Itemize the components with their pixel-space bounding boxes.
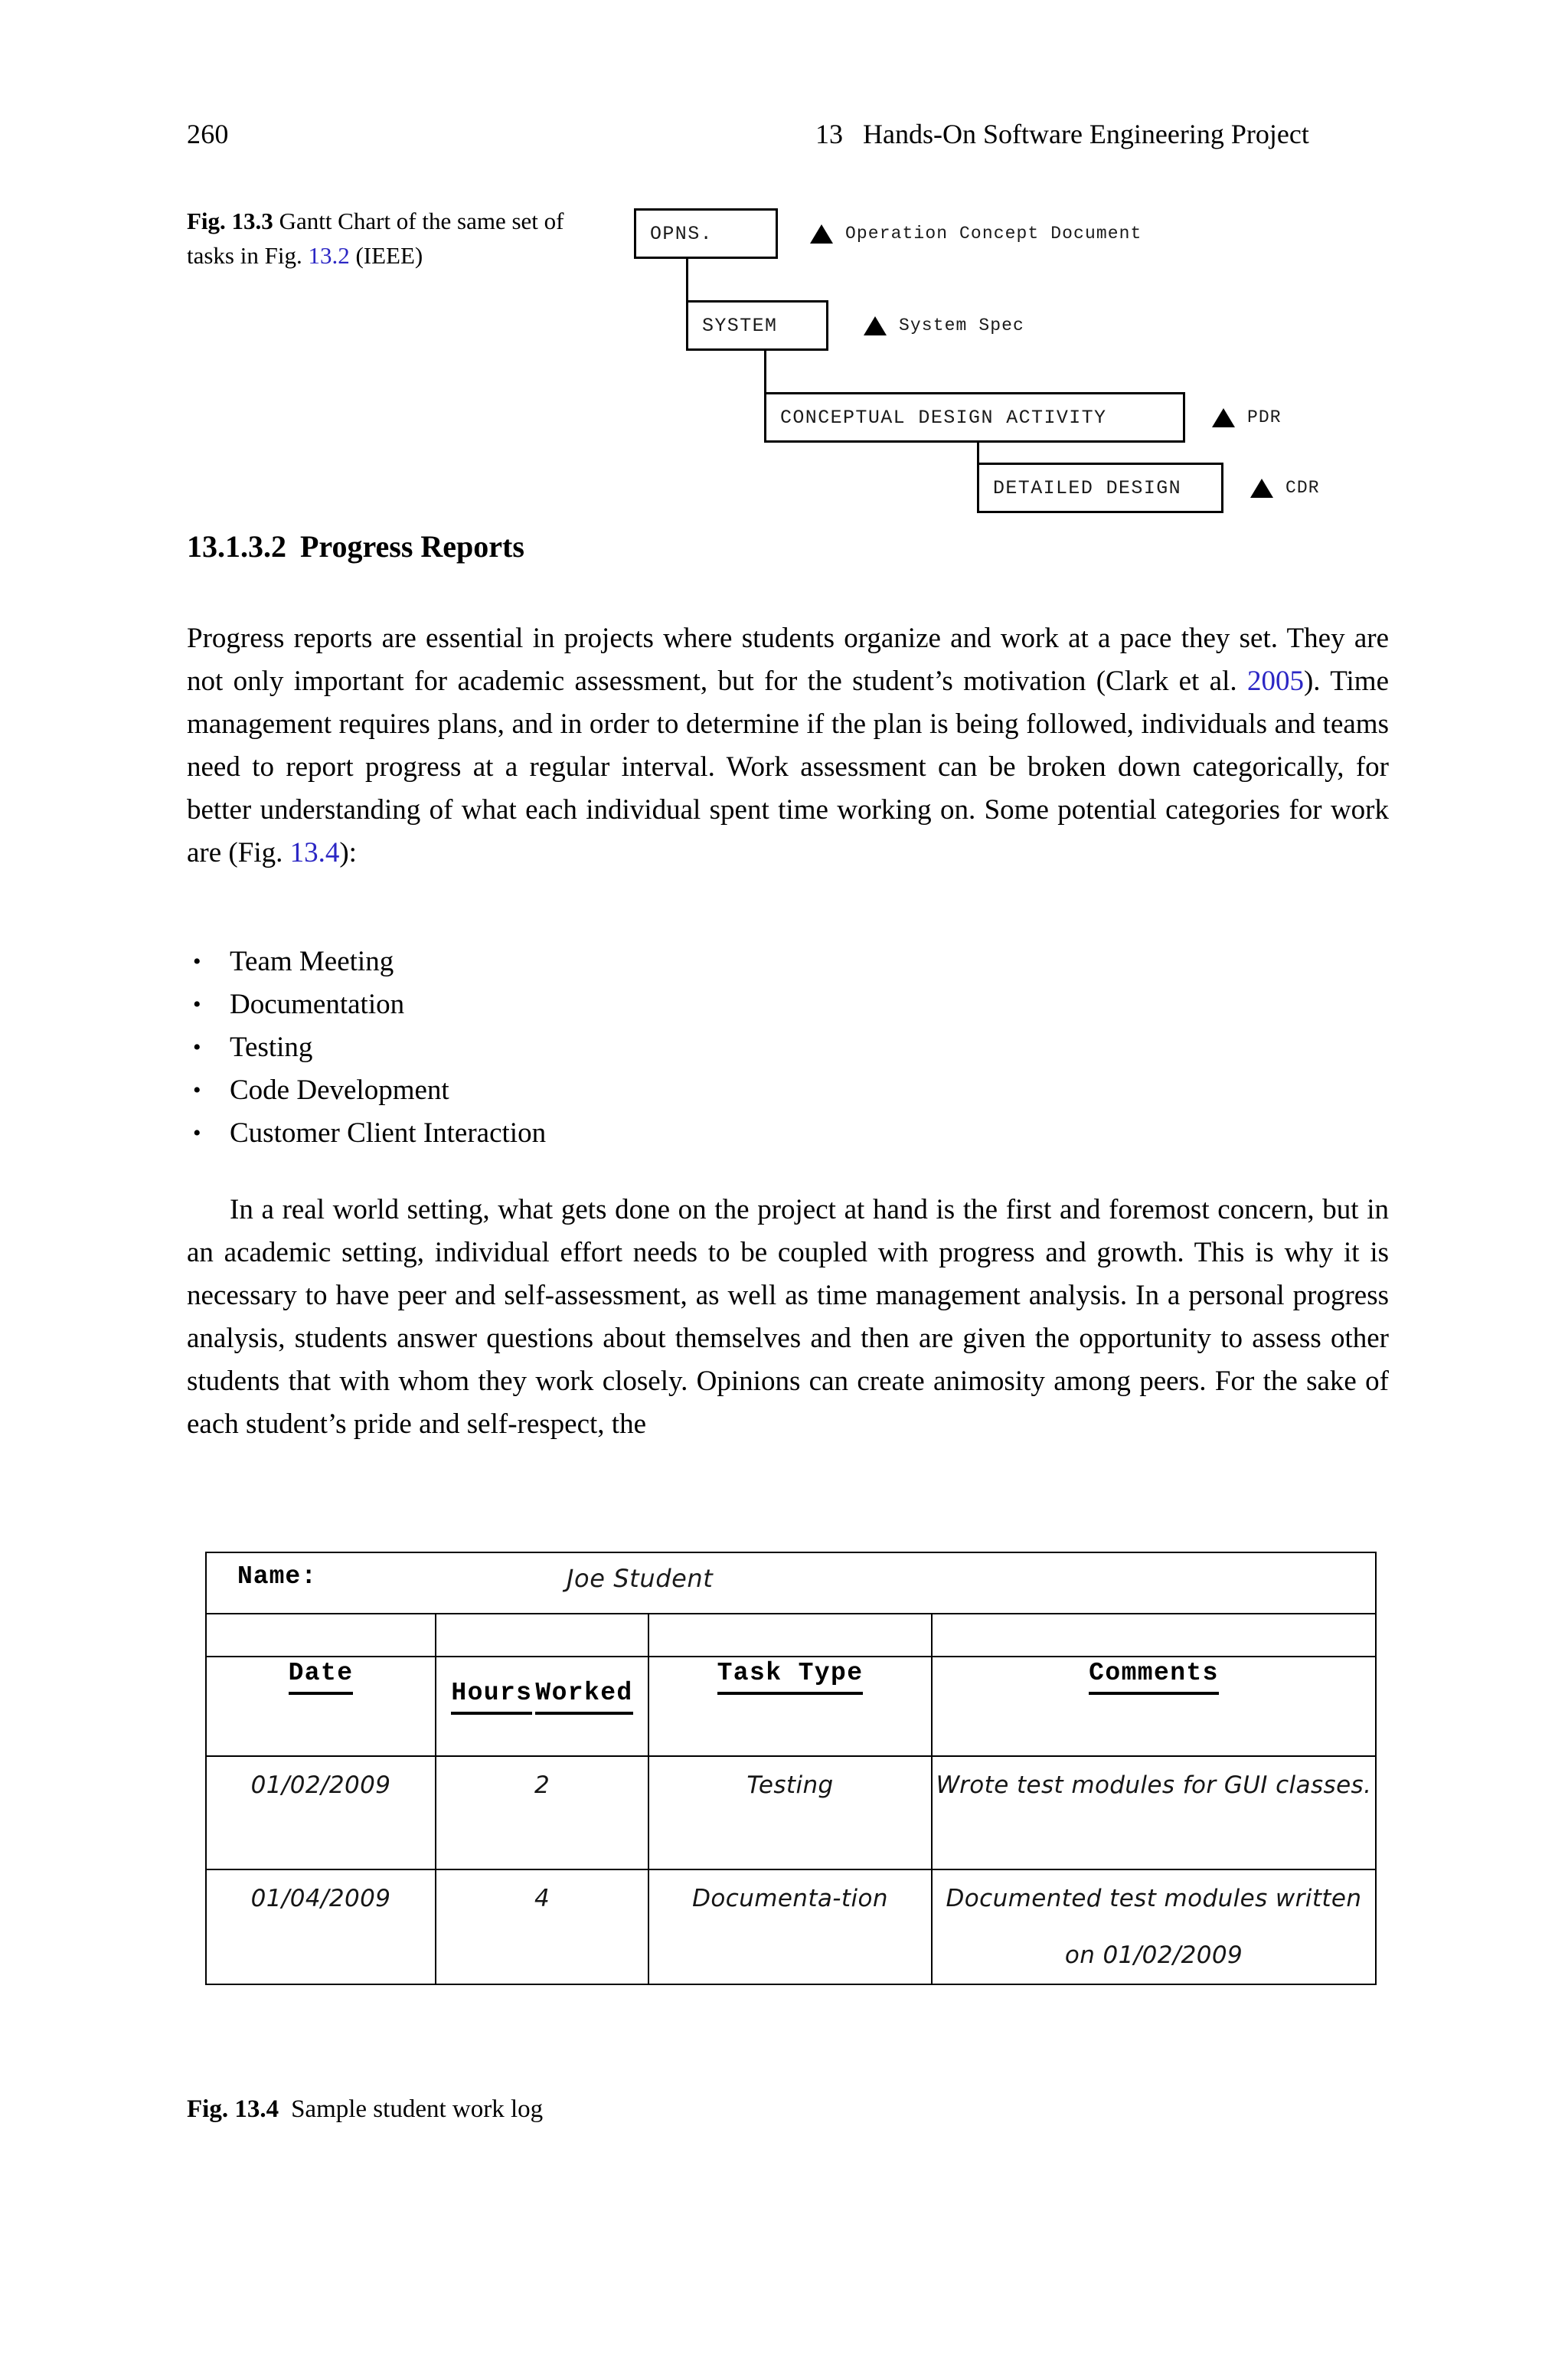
cell-task-type[interactable]: Testing — [648, 1756, 932, 1869]
work-log-name-row — [206, 1552, 1376, 1614]
chapter-title: Hands-On Software Engineering Project — [863, 119, 1309, 149]
paragraph-text-part-1: Progress reports are essential in projects where students organize and work at a pace they set. They are not only important for academic assessment, but for the student’s motivation (Clark et al. — [187, 623, 1389, 697]
gantt-bar-opns[interactable] — [634, 208, 778, 259]
chapter-number: 13 — [815, 119, 843, 149]
name-value[interactable]: Joe Student — [567, 1564, 714, 1593]
list-item — [187, 1112, 876, 1155]
milestone-triangle-icon — [810, 224, 833, 244]
section-number: 13.1.3.2 — [187, 529, 286, 564]
paragraph-text-part-3: ): — [339, 837, 357, 868]
page-number: 260 — [187, 119, 229, 149]
gantt-milestone-operation-concept-document — [810, 208, 1142, 259]
figure-13-3-caption-text-2: (IEEE) — [349, 242, 423, 269]
column-header-comments — [932, 1657, 1376, 1756]
milestone-triangle-icon — [1212, 408, 1235, 427]
spacer-cell — [206, 1614, 436, 1657]
list-item — [187, 1069, 876, 1112]
citation-link-clark-2005[interactable]: 2005 — [1246, 666, 1304, 697]
table-row — [206, 1756, 1376, 1869]
figure-13-3-label: Fig. 13.3 — [187, 208, 273, 234]
figure-13-4-caption-text: Sample student work log — [291, 2095, 544, 2123]
figure-13-4-crossref-link[interactable]: 13.4 — [289, 837, 340, 868]
gantt-milestone-label: Operation Concept Document — [845, 224, 1142, 244]
list-item — [187, 983, 876, 1026]
table-row — [206, 1869, 1376, 1984]
list-item-label: Team Meeting — [230, 946, 394, 977]
gantt-bar-label: CONCEPTUAL DESIGN ACTIVITY — [780, 406, 1107, 429]
gantt-bar-detailed-design[interactable] — [977, 463, 1223, 513]
cell-date[interactable]: 01/02/2009 — [206, 1756, 436, 1869]
paragraph-progress-reports — [187, 617, 1389, 875]
list-item-label: Documentation — [230, 989, 405, 1020]
gantt-milestone-system-spec — [864, 300, 1024, 351]
running-head — [0, 118, 1568, 164]
gantt-chart — [634, 208, 1491, 499]
column-header-hours-worked — [436, 1657, 648, 1756]
gantt-milestone-pdr — [1212, 392, 1282, 443]
figure-13-3-caption-text-1: Gantt Chart of the same set of tasks in Fig. — [187, 208, 564, 269]
work-log-spacer-row — [206, 1614, 1376, 1657]
cell-comments[interactable]: Documented test modules written on 01/02/2009 — [932, 1869, 1376, 1984]
column-header-label: Task Type — [717, 1657, 864, 1695]
spacer-cell — [436, 1614, 648, 1657]
column-header-date — [206, 1657, 436, 1756]
figure-13-2-crossref-link[interactable]: 13.2 — [308, 242, 350, 269]
running-head-title — [815, 118, 1309, 150]
column-header-label: Date — [289, 1657, 354, 1695]
figure-13-4-label: Fig. 13.4 — [187, 2095, 279, 2123]
gantt-milestone-label: System Spec — [899, 316, 1024, 335]
gantt-milestone-cdr — [1250, 463, 1320, 513]
work-log-header-row — [206, 1657, 1376, 1756]
column-header-task-type — [648, 1657, 932, 1756]
work-category-list — [187, 940, 876, 1155]
name-label: Name: — [237, 1562, 318, 1591]
column-header-label: Comments — [1089, 1657, 1219, 1695]
cell-comments[interactable]: Wrote test modules for GUI classes. — [932, 1756, 1376, 1869]
gantt-connector-2 — [764, 351, 766, 392]
spacer-cell — [648, 1614, 932, 1657]
column-header-label-line2: Worked — [535, 1677, 632, 1715]
gantt-bar-label: DETAILED DESIGN — [993, 476, 1182, 499]
list-item — [187, 940, 876, 983]
spacer-cell — [932, 1614, 1376, 1657]
gantt-bar-conceptual-design-activity[interactable] — [764, 392, 1185, 443]
list-item-label: Customer Client Interaction — [230, 1117, 547, 1149]
gantt-milestone-label: CDR — [1285, 478, 1320, 498]
list-item-label: Testing — [230, 1032, 313, 1063]
paragraph-peer-assessment: In a real world setting, what gets done on the project at hand is the first and foremost concern, but in an academic setting, individual effort needs to be coupled with progress and growth. This is why it is necessary to have peer and self-assessment, as well as time management analysis. In a personal progress analysis, students answer questions about themselves and then are given the opportunity to assess other students that with whom they work closely. Opinions can create animosity among peers. For the sake of each student’s pride and self-respect, the — [187, 1194, 1389, 1440]
section-title: Progress Reports — [300, 529, 524, 564]
gantt-bar-label: OPNS. — [650, 222, 714, 245]
cell-task-type[interactable]: Documenta-tion — [648, 1869, 932, 1984]
cell-date[interactable]: 01/04/2009 — [206, 1869, 436, 1984]
list-item — [187, 1026, 876, 1069]
gantt-bar-system[interactable] — [686, 300, 828, 351]
column-header-label: Hours — [451, 1677, 532, 1715]
milestone-triangle-icon — [1250, 479, 1273, 498]
gantt-milestone-label: PDR — [1247, 407, 1282, 427]
cell-hours[interactable]: 4 — [436, 1869, 648, 1984]
list-item-label: Code Development — [230, 1075, 449, 1106]
gantt-bar-label: SYSTEM — [702, 314, 778, 337]
gantt-connector-1 — [686, 259, 688, 300]
cell-hours[interactable]: 2 — [436, 1756, 648, 1869]
section-heading — [187, 528, 524, 564]
student-work-log-table — [205, 1552, 1377, 1985]
milestone-triangle-icon — [864, 316, 887, 335]
figure-13-3-caption — [187, 204, 585, 273]
paragraph-text-part-2: ). Time management requires plans, and in order to determine if the plan is being followed, individuals and teams need to report progress at a regular interval. Work assessment can be broken down categorically, for better understanding of what each individual spent time working on. Some potential categories for work are (Fig. — [187, 666, 1390, 868]
name-cell — [206, 1552, 1376, 1614]
figure-13-4-caption — [187, 2095, 543, 2124]
